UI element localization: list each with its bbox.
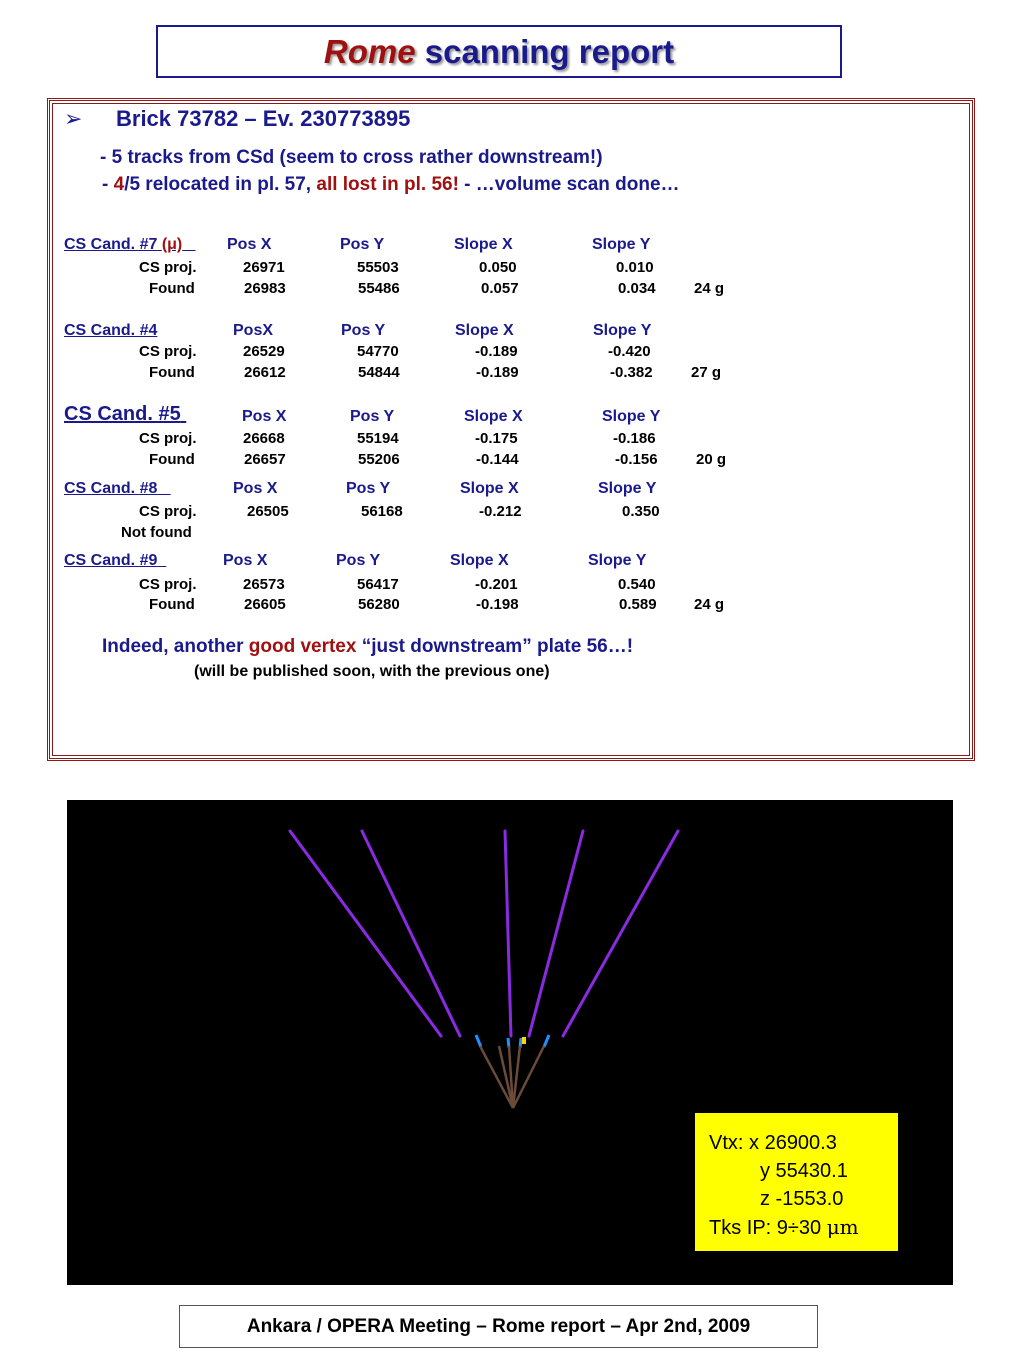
cand-8-proj-slopey: 0.350	[622, 503, 660, 520]
segment-1	[476, 1035, 481, 1047]
cand-4-found-posx: 26612	[244, 364, 286, 381]
cand-4-found-slopex: -0.189	[476, 364, 519, 381]
relocated-b: 4	[113, 174, 125, 195]
page-title	[324, 33, 674, 70]
tracks-line: - 5 tracks from CSd (seem to cross rather downstream!)	[100, 147, 603, 168]
cand-7-found-posy: 55486	[358, 280, 400, 297]
cand-4-h-posy: Pos Y	[341, 322, 386, 339]
vertex-stems	[480, 1046, 544, 1108]
cand-7-found-slopey: 0.034	[618, 280, 656, 297]
cand-9-h-slopey: Slope Y	[588, 552, 647, 569]
cand-5-proj-posx: 26668	[243, 430, 285, 447]
cand-8-proj-slopex: -0.212	[479, 503, 522, 520]
cand-7-name: CS Cand. #7	[64, 236, 158, 253]
cand-4-proj-slopey: -0.420	[608, 343, 651, 360]
cand-4-h-posx: PosX	[233, 322, 274, 339]
brick-heading: Brick 73782 – Ev. 230773895	[116, 106, 411, 131]
cand-5-proj-slopex: -0.175	[475, 430, 518, 447]
conclusion-line	[102, 636, 633, 658]
track-2	[362, 831, 460, 1036]
cand-9-name: CS Cand. #9	[64, 552, 158, 569]
cand-4-proj-posy: 54770	[357, 343, 399, 360]
cand-8-label	[64, 480, 171, 498]
cand-9-proj-posy: 56417	[357, 576, 399, 593]
cand-7-grains: 24 g	[694, 280, 725, 297]
cand-9-found-posx: 26605	[244, 596, 286, 613]
title-rest: scanning report	[424, 33, 675, 70]
cand-9-h-slopex: Slope X	[450, 552, 509, 569]
cand-8-proj-posy: 56168	[361, 503, 403, 520]
cand-5-found-label: Found	[149, 451, 195, 468]
conclusion-b: good vertex	[248, 636, 357, 657]
cand-7-proj-label: CS proj.	[139, 259, 197, 276]
cand-7-h-posy: Pos Y	[340, 236, 385, 253]
vtx-z: z -1553.0	[760, 1188, 844, 1210]
cand-7-found-slopex: 0.057	[481, 280, 519, 297]
conclusion-note: (will be published soon, with the previous one)	[194, 663, 550, 680]
cand-7-h-slopex: Slope X	[454, 236, 513, 253]
cand-7-label	[64, 236, 196, 254]
cand-4-proj-label: CS proj.	[139, 343, 197, 360]
cand-5-found-slopex: -0.144	[476, 451, 519, 468]
stem-1	[480, 1046, 513, 1108]
track-3	[505, 831, 511, 1036]
cand-9-proj-label: CS proj.	[139, 576, 197, 593]
cand-5-proj-label: CS proj.	[139, 430, 197, 447]
cand-7-found-posx: 26983	[244, 280, 286, 297]
cand-9-grains: 24 g	[694, 596, 725, 613]
cand-5-proj-posy: 55194	[357, 430, 399, 447]
cand-8-not-found: Not found	[121, 524, 192, 541]
cand-7-proj-posx: 26971	[243, 259, 285, 276]
track-4	[529, 831, 583, 1036]
cand-4-label: CS Cand. #4	[64, 322, 158, 339]
title-rome: Rome	[323, 33, 416, 70]
cand-5-proj-slopey: -0.186	[613, 430, 656, 447]
cand-9-h-posy: Pos Y	[336, 552, 381, 569]
cand-5-name: CS Cand. #5	[64, 403, 181, 425]
cand-5-h-slopex: Slope X	[464, 408, 523, 425]
cand-4-proj-slopex: -0.189	[475, 343, 518, 360]
title-box	[156, 25, 842, 78]
cand-9-found-slopey: 0.589	[619, 596, 657, 613]
vertex-info-box	[695, 1113, 898, 1251]
cand-9-label	[64, 552, 166, 570]
footer-box	[179, 1305, 818, 1348]
cand-7-proj-slopey: 0.010	[616, 259, 654, 276]
relocated-e: - …volume scan done…	[458, 174, 680, 195]
relocated-line	[102, 174, 680, 196]
cand-9-found-posy: 56280	[358, 596, 400, 613]
cand-5-grains: 20 g	[696, 451, 727, 468]
cand-4-grains: 27 g	[691, 364, 722, 381]
cand-7-tag: (μ)	[161, 236, 183, 253]
track-5	[563, 831, 678, 1036]
cand-9-found-label: Found	[149, 596, 195, 613]
cand-5-found-slopey: -0.156	[615, 451, 658, 468]
track-lines	[290, 831, 678, 1036]
cand-5-found-posx: 26657	[244, 451, 286, 468]
cand-7-proj-posy: 55503	[357, 259, 399, 276]
vtx-y: y 55430.1	[760, 1160, 848, 1182]
cand-8-proj-posx: 26505	[247, 503, 289, 520]
conclusion-a: Indeed, another	[102, 636, 249, 657]
segment-4	[544, 1035, 549, 1047]
cand-4-found-slopey: -0.382	[610, 364, 653, 381]
footer-text: Ankara / OPERA Meeting – Rome report – Apr 2nd, 2009	[246, 1316, 751, 1337]
cand-8-h-slopex: Slope X	[460, 480, 519, 497]
vtx-x: Vtx: x 26900.3	[709, 1132, 837, 1154]
cand-4-h-slopey: Slope Y	[593, 322, 652, 339]
relocated-a: -	[102, 174, 114, 195]
highlight-segment	[522, 1037, 526, 1044]
relocated-c: /5 relocated in pl. 57,	[124, 174, 317, 195]
cand-9-proj-slopex: -0.201	[475, 576, 518, 593]
cand-8-proj-label: CS proj.	[139, 503, 197, 520]
cand-5-h-posx: Pos X	[242, 408, 287, 425]
cand-8-h-slopey: Slope Y	[598, 480, 657, 497]
cand-5-label	[64, 403, 186, 426]
cand-9-found-slopex: -0.198	[476, 596, 519, 613]
vtx-ip	[709, 1213, 898, 1242]
vtx-ip-text: Tks IP: 9÷30	[709, 1217, 827, 1239]
cand-8-name: CS Cand. #8	[64, 480, 158, 497]
cand-4-h-slopex: Slope X	[455, 322, 514, 339]
relocated-d: all lost in pl. 56!	[316, 174, 459, 195]
cand-4-found-posy: 54844	[358, 364, 400, 381]
vtx-ip-unit: μm	[826, 1215, 859, 1239]
cand-4-found-label: Found	[149, 364, 195, 381]
cand-7-found-label: Found	[149, 280, 195, 297]
conclusion-c: “just downstream” plate 56…!	[356, 636, 634, 657]
bullet-icon: ➢	[64, 106, 83, 131]
cand-4-proj-posx: 26529	[243, 343, 285, 360]
cand-9-h-posx: Pos X	[223, 552, 268, 569]
cand-7-proj-slopex: 0.050	[479, 259, 517, 276]
cand-7-h-posx: Pos X	[227, 236, 272, 253]
cand-5-h-slopey: Slope Y	[602, 408, 661, 425]
track-1	[290, 831, 441, 1036]
cand-5-found-posy: 55206	[358, 451, 400, 468]
base-segments	[476, 1035, 549, 1048]
cand-9-proj-slopey: 0.540	[618, 576, 656, 593]
cand-8-h-posx: Pos X	[233, 480, 278, 497]
cand-7-h-slopey: Slope Y	[592, 236, 651, 253]
cand-9-proj-posx: 26573	[243, 576, 285, 593]
cand-5-h-posy: Pos Y	[350, 408, 395, 425]
cand-8-h-posy: Pos Y	[346, 480, 391, 497]
